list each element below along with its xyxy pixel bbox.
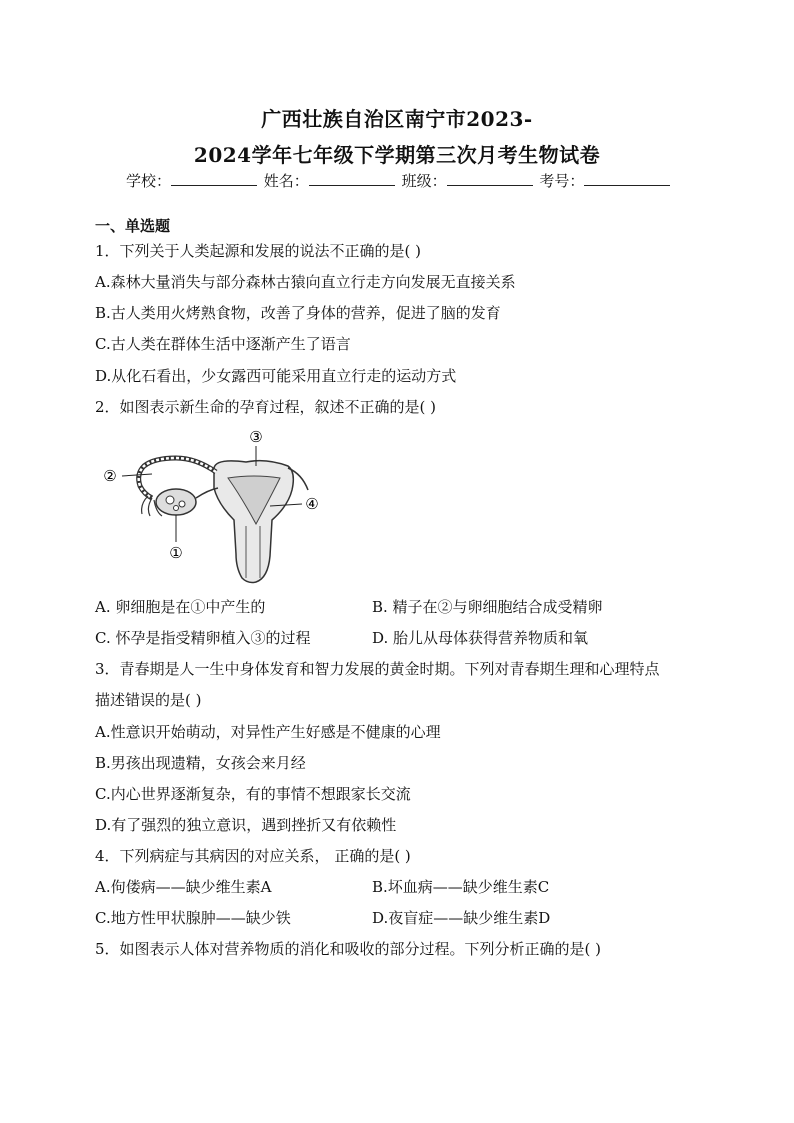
school-label: 学校： (126, 172, 172, 190)
class-label: 班级： (401, 172, 447, 190)
q2-stem: 2．如图表示新生命的孕育过程，叙述不正确的是( ) (95, 398, 437, 416)
q4-option-c: C.地方性甲状腺肿——缺少铁 (95, 909, 291, 927)
q4-stem: 4．下列病症与其病因的对应关系， 正确的是( ) (95, 847, 411, 865)
q1-option-c: C.古人类在群体生活中逐渐产生了语言 (95, 335, 351, 353)
q3-option-d: D.有了强烈的独立意识，遇到挫折又有依赖性 (95, 816, 397, 834)
page-title-line-2: 2024学年七年级下学期第三次月考生物试卷 (193, 143, 601, 167)
q1-option-a: A.森林大量消失与部分森林古猿向直立行走方向发展无直接关系 (95, 273, 516, 291)
q1-option-b: B.古人类用火烤熟食物，改善了身体的营养，促进了脑的发育 (95, 304, 501, 322)
page-title-line-1: 广西壮族自治区南宁市2023- (261, 107, 533, 131)
q5-stem: 5．如图表示人体对营养物质的消化和吸收的部分过程。下列分析正确的是( ) (95, 940, 602, 958)
class-blank[interactable] (447, 171, 533, 186)
q2-option-a: A. 卵细胞是在①中产生的 (95, 598, 266, 616)
student-info-row (126, 170, 672, 191)
q4-option-b: B.坏血病——缺少维生素C (372, 878, 550, 896)
section-title: 一、单选题 (95, 217, 171, 235)
ovarian-ligament (196, 488, 218, 498)
q4-option-a: A.佝偻病——缺少维生素A (95, 878, 272, 896)
q1-option-d: D.从化石看出，少女露西可能采用直立行走的运动方式 (95, 367, 457, 385)
label-2: ② (103, 467, 117, 485)
name-label: 姓名： (263, 172, 309, 190)
label-4: ④ (305, 495, 319, 513)
q3-stem-line-2: 描述错误的是( ) (95, 691, 202, 709)
q3-option-b: B.男孩出现遗精，女孩会来月经 (95, 754, 306, 772)
exam-number-blank[interactable] (584, 171, 670, 186)
female-reproductive-system-diagram (96, 428, 328, 588)
name-blank[interactable] (309, 171, 395, 186)
q2-option-c: C. 怀孕是指受精卵植入③的过程 (95, 629, 311, 647)
q1-stem: 1．下列关于人类起源和发展的说法不正确的是( ) (95, 242, 422, 260)
school-blank[interactable] (171, 171, 257, 186)
label-3: ③ (249, 428, 263, 446)
q3-option-c: C.内心世界逐渐复杂，有的事情不想跟家长交流 (95, 785, 411, 803)
q3-stem-line-1: 3．青春期是人一生中身体发育和智力发展的黄金时期。下列对青春期生理和心理特点 (95, 660, 660, 678)
exam-number-label: 考号： (539, 172, 585, 190)
q3-option-a: A.性意识开始萌动，对异性产生好感是不健康的心理 (95, 723, 441, 741)
label-1: ① (169, 544, 183, 562)
q4-option-d: D.夜盲症——缺少维生素D (372, 909, 551, 927)
ovary (156, 489, 196, 515)
q2-option-b: B. 精子在②与卵细胞结合成受精卵 (372, 598, 603, 616)
q2-option-d: D. 胎儿从母体获得营养物质和氧 (372, 629, 589, 647)
